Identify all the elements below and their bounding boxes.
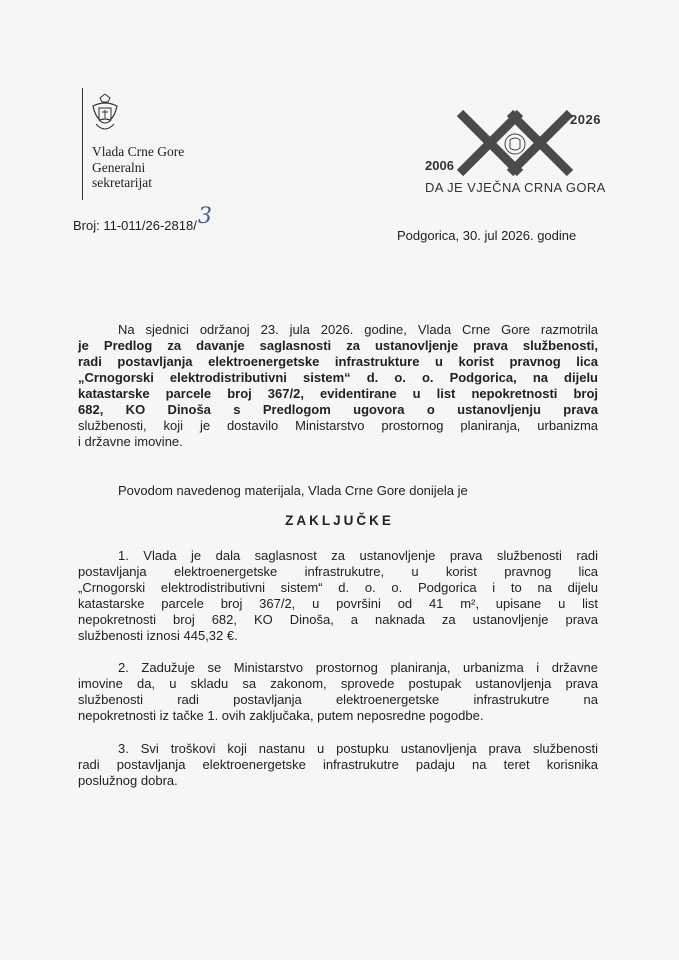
conclusion-item-1 bbox=[78, 548, 598, 644]
document-number: Broj: 11-011/26-2818/ bbox=[73, 218, 197, 233]
logo-year-end: 2026 bbox=[570, 112, 601, 127]
conclusion-line: radi postavljanja elektroenergetske infrastrukutre padaju na teret korisnika bbox=[78, 757, 598, 772]
intro-line: „Crnogorski elektrodistributivni sistem“ d. o. o. Podgorica, na dijelu bbox=[78, 370, 598, 385]
intro-line: i državne imovine. bbox=[78, 434, 183, 449]
conclusion-line: 2. Zadužuje se Ministarstvo prostornog planiranja, urbanizma i državne bbox=[118, 660, 598, 675]
conclusion-line: postavljanja elektroenergetske infrastrukutre, u korist pravnog lica bbox=[78, 564, 598, 579]
place-and-date: Podgorica, 30. jul 2026. godine bbox=[397, 228, 577, 243]
logo-year-start: 2006 bbox=[425, 158, 454, 173]
institution-line: sekretarijat bbox=[92, 175, 152, 190]
conclusion-line: nepokretnosti broj 682, KO Dinoša, a naknada za ustanovljenje prava bbox=[78, 612, 598, 627]
institution-line: Vlada Crne Gore bbox=[92, 144, 185, 159]
conclusion-item-3 bbox=[78, 741, 598, 789]
institution-line: Generalni bbox=[92, 159, 146, 175]
conclusion-line: „Crnogorski elektrodistributivni sistem“ d. o. o. Podgorica i to na dijelu bbox=[78, 580, 598, 595]
intro-line: katastarske parcele broj 367/2, evidentirane u list nepokretnosti broj bbox=[78, 386, 598, 401]
conclusion-line: 3. Svi troškovi koji nastanu u postupku ustanovljenja prava službenosti bbox=[118, 741, 598, 756]
header-divider bbox=[82, 88, 83, 200]
intro-paragraph bbox=[78, 322, 598, 450]
intro-line: 682, KO Dinoša s Predlogom ugovora o ustanovljenju prava bbox=[78, 402, 598, 417]
intro-line: radi postavljanja elektroenergetske infrastrukture u korist pravnog lica bbox=[78, 354, 598, 369]
conclusion-item-2 bbox=[78, 660, 598, 724]
intro-line: je Predlog za davanje saglasnosti za ustanovljenje prava službenosti, bbox=[78, 338, 598, 353]
conclusion-line: 1. Vlada je dala saglasnost za ustanovljenje prava službenosti radi bbox=[118, 548, 598, 563]
coat-of-arms-icon bbox=[90, 94, 120, 136]
povodom-sentence: Povodom navedenog materijala, Vlada Crne Gore donijela je bbox=[118, 483, 468, 498]
institution-name bbox=[92, 144, 184, 191]
intro-line: službenosti, koji je dostavilo Ministarstvo prostornog planiranja, urbanizma bbox=[78, 418, 598, 433]
handwritten-number: 3 bbox=[198, 204, 212, 229]
conclusion-line: poslužnog dobra. bbox=[78, 773, 178, 788]
conclusion-line: imovine da, u skladu sa zakonom, sprovede postupak ustanovljenja prava bbox=[78, 676, 598, 691]
intro-line: Na sjednici održanoj 23. jula 2026. godine, Vlada Crne Gore razmotrila bbox=[118, 322, 598, 337]
conclusion-line: katastarske parcele broj 367/2, u površini od 41 m², upisane u list bbox=[78, 596, 598, 611]
conclusion-line: službenosti iznosi 445,32 €. bbox=[78, 628, 238, 643]
conclusion-line: nepokretnosti iz tačke 1. ovih zaključaka, putem neposredne pogodbe. bbox=[78, 708, 484, 723]
logo-motto: DA JE VJEČNA CRNA GORA bbox=[425, 180, 606, 195]
conclusion-line: službenosti radi postavljanja elektroenergetske infrastrukutre na bbox=[78, 692, 598, 707]
conclusions-heading: ZAKLJUČKE bbox=[285, 513, 394, 528]
